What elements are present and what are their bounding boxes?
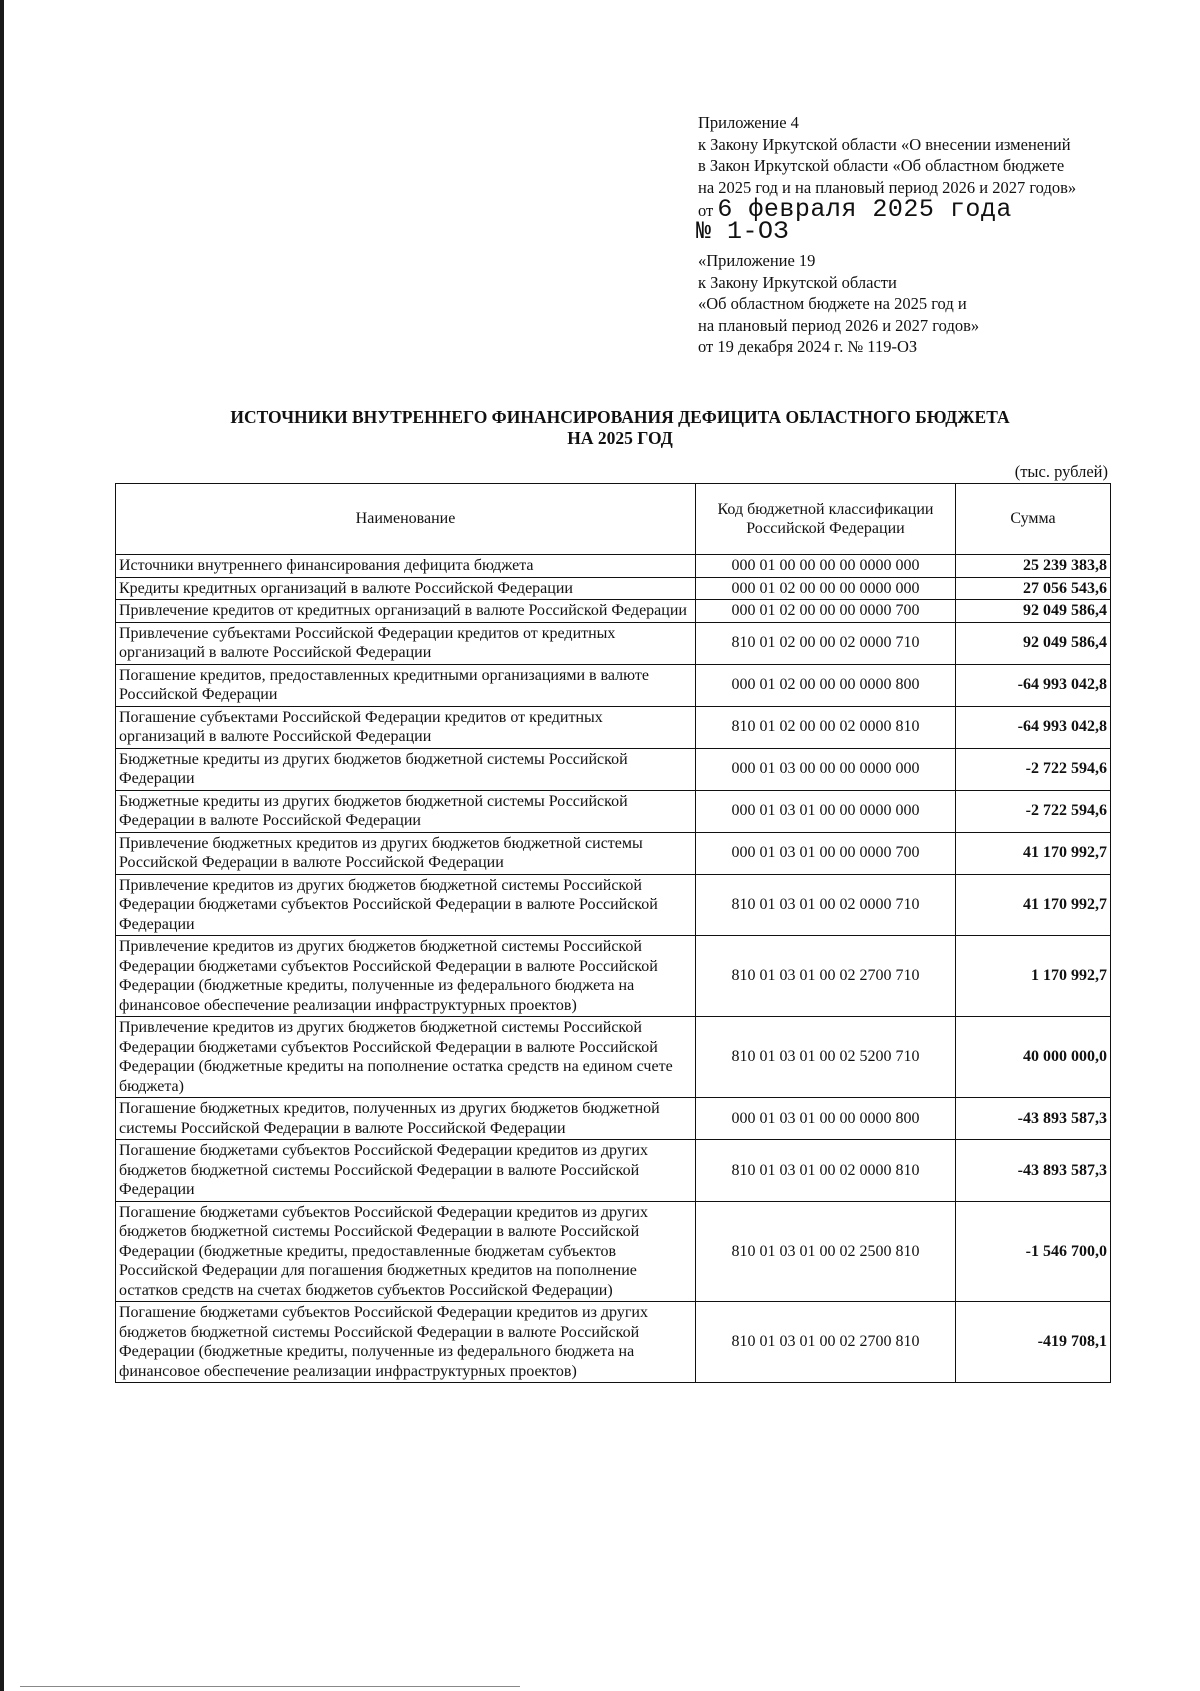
table-row [116, 832, 1111, 874]
cell-code: 810 01 03 01 00 02 0000 710 [696, 874, 956, 936]
cell-code: 810 01 02 00 00 02 0000 710 [696, 622, 956, 664]
annex-line: на плановый период 2026 и 2027 годов» [698, 315, 980, 335]
cell-sum: 25 239 383,8 [956, 555, 1111, 578]
document-title-line1: ИСТОЧНИКИ ВНУТРЕННЕГО ФИНАНСИРОВАНИЯ ДЕФИЦИТА ОБЛАСТНОГО БЮДЖЕТА [230, 407, 1010, 427]
header-line: к Закону Иркутской области «О внесении изменений [698, 134, 1071, 154]
cell-name: Погашение бюджетами субъектов Российской Федерации кредитов из других бюджетов бюджетной системы Российской Федерации в валюте Российской Федерации (бюджетные кредиты, полученные из федерального бюджета на финансовое обеспечение реализации инфраструктурных проектов) [116, 1302, 696, 1383]
cell-sum: 41 170 992,7 [956, 832, 1111, 874]
table-row [116, 748, 1111, 790]
table-row [116, 790, 1111, 832]
header-line: в Закон Иркутской области «Об областном бюджете [698, 156, 1065, 175]
table-row [116, 664, 1111, 706]
cell-name: Источники внутреннего финансирования дефицита бюджета [116, 555, 696, 578]
table-row [116, 706, 1111, 748]
cell-code: 000 01 02 00 00 00 0000 700 [696, 600, 956, 623]
cell-code: 810 01 03 01 00 02 2700 810 [696, 1302, 956, 1383]
cell-name: Кредиты кредитных организаций в валюте Российской Федерации [116, 577, 696, 600]
document-title-line2: НА 2025 ГОД [567, 428, 673, 448]
units-label: (тыс. рублей) [1014, 462, 1108, 481]
table-row [116, 874, 1111, 936]
table-row [116, 622, 1111, 664]
cell-name: Бюджетные кредиты из других бюджетов бюджетной системы Российской Федерации в валюте Российской Федерации [116, 790, 696, 832]
financing-sources-table [115, 483, 1111, 1383]
table-body [116, 555, 1111, 1383]
cell-sum: -64 993 042,8 [956, 664, 1111, 706]
table-row [116, 555, 1111, 578]
column-header-code: Код бюджетной классификации Российской Федерации [696, 484, 956, 555]
cell-name: Привлечение бюджетных кредитов из других бюджетов бюджетной системы Российской Федерации в валюте Российской Федерации [116, 832, 696, 874]
cell-name: Погашение бюджетных кредитов, полученных из других бюджетов бюджетной системы Российской Федерации в валюте Российской Федерации [116, 1098, 696, 1140]
cell-code: 000 01 03 00 00 00 0000 000 [696, 748, 956, 790]
header-line: Приложение 4 [698, 113, 799, 132]
column-header-name: Наименование [116, 484, 696, 555]
cell-code: 810 01 03 01 00 02 2700 710 [696, 936, 956, 1017]
typed-date: 6 февраля 2025 года [717, 195, 1012, 224]
cell-code: 810 01 03 01 00 02 5200 710 [696, 1017, 956, 1098]
cell-code: 000 01 03 01 00 00 0000 000 [696, 790, 956, 832]
annex-line: от 19 декабря 2024 г. № 119-ОЗ [698, 337, 918, 356]
cell-sum: -2 722 594,6 [956, 790, 1111, 832]
cell-sum: 92 049 586,4 [956, 622, 1111, 664]
scan-edge-bottom [20, 1686, 520, 1687]
cell-sum: -43 893 587,3 [956, 1098, 1111, 1140]
column-header-sum: Сумма [956, 484, 1111, 555]
table-row [116, 1201, 1111, 1302]
cell-sum: 92 049 586,4 [956, 600, 1111, 623]
table-row [116, 577, 1111, 600]
table-row [116, 600, 1111, 623]
typed-law-number: № 1-ОЗ [696, 217, 790, 246]
cell-code: 000 01 02 00 00 00 0000 000 [696, 577, 956, 600]
cell-name: Привлечение субъектами Российской Федерации кредитов от кредитных организаций в валюте Российской Федерации [116, 622, 696, 664]
cell-sum: -64 993 042,8 [956, 706, 1111, 748]
cell-name: Привлечение кредитов из других бюджетов бюджетной системы Российской Федерации бюджетами субъектов Российской Федерации в валюте Российской Федерации (бюджетные кредиты на пополнение остатка средств на едином счете бюджета) [116, 1017, 696, 1098]
table-row [116, 1017, 1111, 1098]
cell-sum: 41 170 992,7 [956, 874, 1111, 936]
cell-name: Привлечение кредитов из других бюджетов бюджетной системы Российской Федерации бюджетами субъектов Российской Федерации в валюте Российской Федерации [116, 874, 696, 936]
annex-line: «Приложение 19 [698, 251, 816, 270]
annex-line: к Закону Иркутской области [698, 272, 897, 292]
cell-sum: -2 722 594,6 [956, 748, 1111, 790]
table-row [116, 1140, 1111, 1202]
cell-sum: 40 000 000,0 [956, 1017, 1111, 1098]
header-line: на 2025 год и на плановый период 2026 и 2027 годов» [698, 177, 1077, 197]
cell-name: Погашение субъектами Российской Федерации кредитов от кредитных организаций в валюте Российской Федерации [116, 706, 696, 748]
cell-code: 000 01 03 01 00 00 0000 700 [696, 832, 956, 874]
annex-line: «Об областном бюджете на 2025 год и [698, 294, 967, 313]
cell-code: 000 01 02 00 00 00 0000 800 [696, 664, 956, 706]
cell-code: 000 01 00 00 00 00 0000 000 [696, 555, 956, 578]
table-header-row [116, 484, 1111, 555]
cell-sum: 27 056 543,6 [956, 577, 1111, 600]
cell-sum: -1 546 700,0 [956, 1201, 1111, 1302]
cell-sum: 1 170 992,7 [956, 936, 1111, 1017]
law-annex-header [698, 112, 1168, 358]
table-row [116, 1302, 1111, 1383]
document-title [140, 407, 1100, 449]
cell-code: 810 01 03 01 00 02 0000 810 [696, 1140, 956, 1202]
cell-name: Бюджетные кредиты из других бюджетов бюджетной системы Российской Федерации [116, 748, 696, 790]
cell-name: Привлечение кредитов от кредитных организаций в валюте Российской Федерации [116, 600, 696, 623]
cell-sum: -43 893 587,3 [956, 1140, 1111, 1202]
scan-edge-left [0, 0, 4, 1691]
cell-sum: -419 708,1 [956, 1302, 1111, 1383]
cell-name: Погашение бюджетами субъектов Российской Федерации кредитов из других бюджетов бюджетной системы Российской Федерации в валюте Российской Федерации (бюджетные кредиты, предоставленные бюджетам субъектов Российской Федерации для погашения бюджетных кредитов на пополнение остатков средств на счетах бюджетов субъектов Российской Федерации) [116, 1201, 696, 1302]
date-prefix: от [698, 201, 714, 220]
table-row [116, 936, 1111, 1017]
cell-code: 810 01 03 01 00 02 2500 810 [696, 1201, 956, 1302]
cell-name: Привлечение кредитов из других бюджетов бюджетной системы Российской Федерации бюджетами субъектов Российской Федерации в валюте Российской Федерации (бюджетные кредиты, полученные из федерального бюджета на финансовое обеспечение реализации инфраструктурных проектов) [116, 936, 696, 1017]
cell-code: 810 01 02 00 00 02 0000 810 [696, 706, 956, 748]
cell-name: Погашение кредитов, предоставленных кредитными организациями в валюте Российской Федерации [116, 664, 696, 706]
cell-name: Погашение бюджетами субъектов Российской Федерации кредитов из других бюджетов бюджетной системы Российской Федерации в валюте Российской Федерации [116, 1140, 696, 1202]
table-row [116, 1098, 1111, 1140]
cell-code: 000 01 03 01 00 00 0000 800 [696, 1098, 956, 1140]
